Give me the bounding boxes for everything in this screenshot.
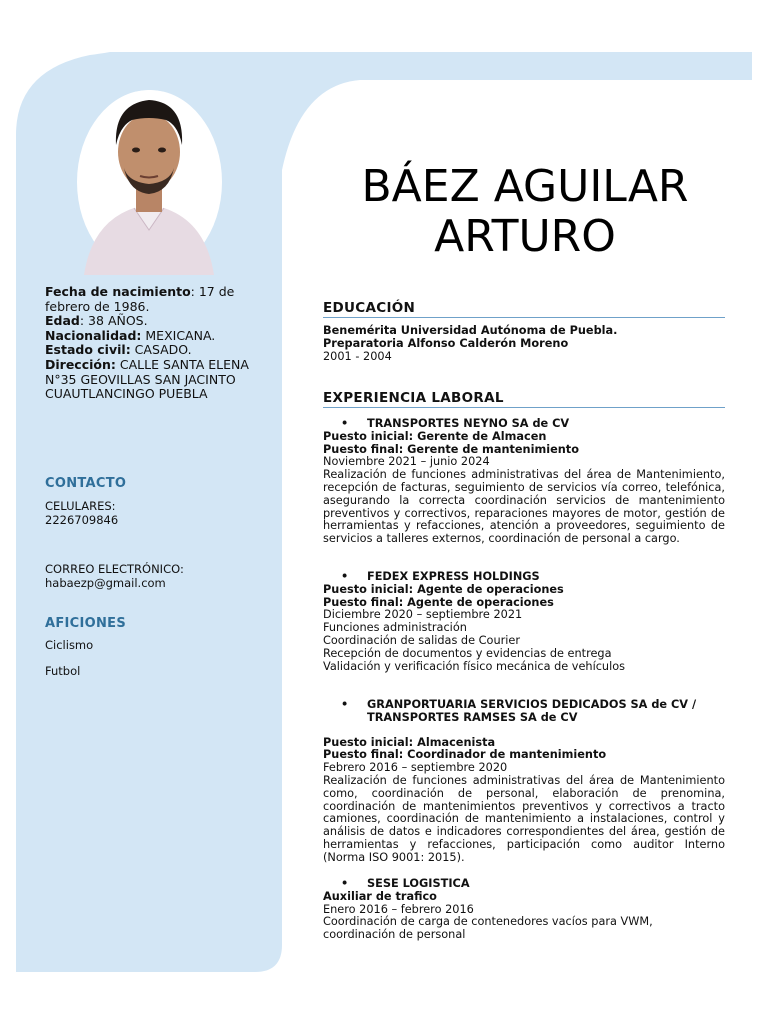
job-company-name: GRANPORTUARIA SERVICIOS DEDICADOS SA de CV / [367,698,697,711]
job-dates: Noviembre 2021 – junio 2024 [323,455,490,469]
birth-label: Fecha de nacimiento [45,284,191,299]
hobbies-heading: AFICIONES [45,616,127,631]
job-company [323,699,725,712]
job-granportuaria [323,699,725,865]
job-company-name: SESE LOGISTICA [367,877,470,890]
birth-row [45,285,270,314]
job-company-line2: TRANSPORTES RAMSES SA de CV [367,710,578,724]
job-desc: Realización de funciones administrativas del área de Mantenimiento, recepción de facturas, seguimiento de servicios vía correo, telefónica, asegurando la correcta coordinación servicios de mantenimiento preventivos y correctivos, reparaciones mayores de motor, gestión de herramientas y refacciones, atención a proveedores, seguimiento de servicios a talleres externos, coordinación de personal a cargo. [323,468,725,546]
job-end: Puesto final: Coordinador de mantenimiento [323,748,607,762]
hobby-item: Ciclismo [45,638,94,652]
email-label: CORREO ELECTRÓNICO: [45,562,184,576]
civil-value: CASADO. [130,342,192,358]
job-company [323,878,725,891]
address-row [45,358,270,402]
education-years: 2001 - 2004 [323,349,392,363]
job-line: Coordinación de salidas de Courier [323,633,520,647]
job-company-name: FEDEX EXPRESS HOLDINGS [367,570,540,583]
job-neyno [323,418,725,546]
phones-block [45,500,270,527]
contact-heading: CONTACTO [45,476,127,491]
birth-value: : 17 de febrero de 1986. [45,284,235,314]
phones-label: CELULARES: [45,499,116,513]
job-start: Puesto inicial: Almacenista [323,735,496,749]
job-dates: Febrero 2016 – septiembre 2020 [323,761,508,775]
job-company [323,571,725,584]
nationality-value: MEXICANA. [141,327,216,343]
bullet-icon: • [341,570,349,583]
job-start: Puesto inicial: Gerente de Almacen [323,429,547,443]
job-start: Puesto inicial: Agente de operaciones [323,582,564,596]
job-dates: Diciembre 2020 – septiembre 2021 [323,608,523,622]
name-line1: BÁEZ AGUILAR [361,161,689,212]
job-line: Validación y verificación físico mecánica de vehículos [323,659,626,673]
job-company [323,418,725,431]
job-sese [323,878,725,942]
job-company-name: TRANSPORTES NEYNO SA de CV [367,417,570,430]
hobby-item: Futbol [45,664,81,678]
job-desc: Realización de funciones administrativas del área de Mantenimiento como, coordinación de personal, elaboración de prenomina, coordinación de mantenimientos preventivos y correctivos a tracto camiones, coordinación de mantenimiento a instalaciones, control y análisis de datos e indicadores correspondientes del área, gestión de herramientas y refacciones, participación como auditor Interno (Norma ISO 9001: 2015). [323,773,725,864]
education-heading: EDUCACIÓN [323,300,725,318]
job-end: Puesto final: Gerente de mantenimiento [323,442,579,456]
profile-photo [74,90,224,275]
education-block [323,325,725,363]
email-value[interactable]: habaezp@gmail.com [45,575,166,590]
job-fedex [323,571,725,673]
age-row [45,314,270,329]
job-line: Recepción de documentos y evidencias de entrega [323,646,612,660]
page-title [300,162,750,262]
experience-heading: EXPERIENCIA LABORAL [323,390,725,408]
civil-row [45,343,270,358]
phones-value: 2226709846 [45,512,119,527]
email-block [45,563,270,590]
bullet-icon: • [341,877,349,890]
age-value: : 38 AÑOS. [79,313,148,329]
spacer [323,725,725,737]
name-line2: ARTURO [434,211,616,262]
civil-label: Estado civil: [45,342,131,358]
bullet-icon: • [341,417,349,430]
job-dates: Enero 2016 – febrero 2016 [323,902,474,916]
nationality-row [45,329,270,344]
address-label: Dirección: [45,356,116,372]
job-line: Funciones administración [323,621,467,635]
job-role: Auxiliar de trafico [323,889,437,903]
job-end: Puesto final: Agente de operaciones [323,595,554,609]
nationality-label: Nacionalidad: [45,327,142,343]
job-desc-line2: coordinación de personal [323,928,466,942]
age-label: Edad [45,313,80,329]
education-school: Preparatoria Alfonso Calderón Moreno [323,336,569,350]
job-desc-line1: Coordinación de carga de contenedores vacíos para VWM, [323,915,653,929]
address-value: CALLE SANTA ELENA N°35 GEOVILLAS SAN JACINTO CUAUTLANCINGO PUEBLA [45,356,249,402]
education-university: Benemérita Universidad Autónoma de Puebla. [323,324,618,337]
bullet-icon: • [341,698,349,711]
personal-info [45,285,270,402]
